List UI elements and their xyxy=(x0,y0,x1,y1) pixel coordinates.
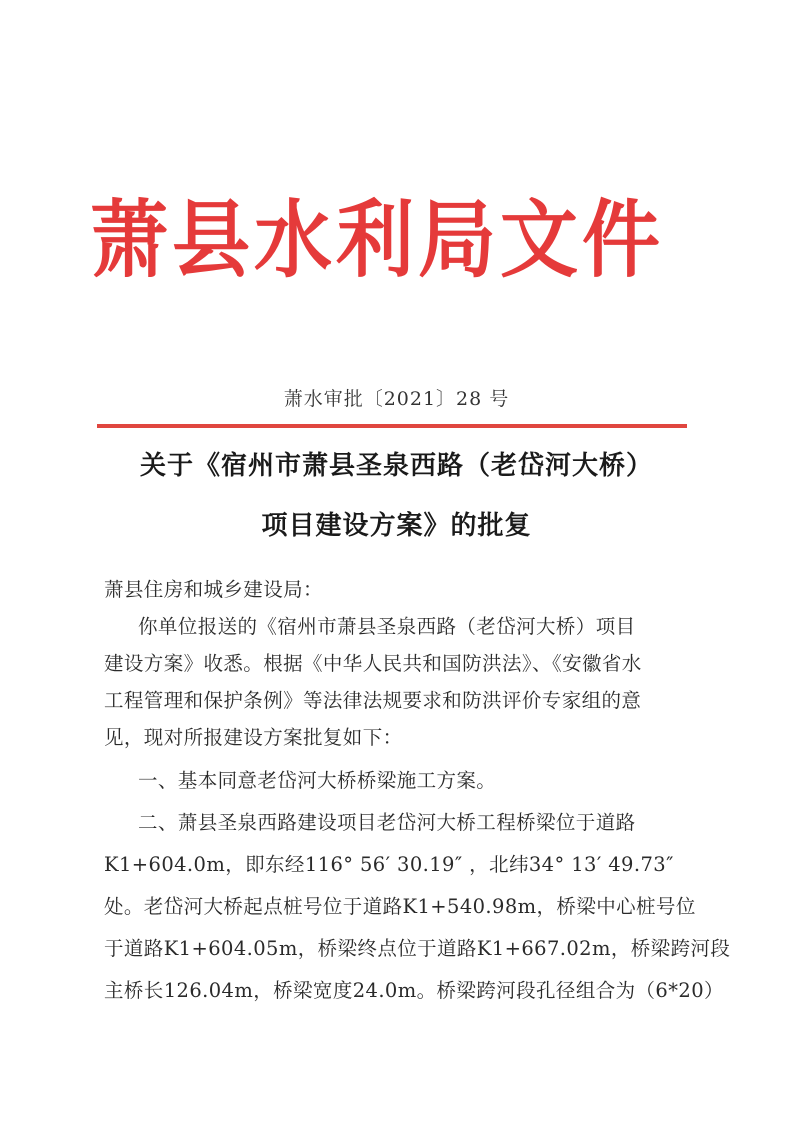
salutation: 萧县住房和城乡建设局： xyxy=(104,578,323,601)
body-line: 一、基本同意老岱河大桥桥梁施工方案。 xyxy=(138,769,497,792)
body-line: 建设方案》收悉。根据《中华人民共和国防洪法》、《安徽省水 xyxy=(104,652,642,675)
body-line: 二、萧县圣泉西路建设项目老岱河大桥工程桥梁位于道路 xyxy=(138,811,636,834)
document-org-header: 萧县水利局文件 xyxy=(90,191,665,290)
body-line: 见，现对所报建设方案批复如下： xyxy=(104,726,403,749)
document-title-line-1: 关于《宿州市萧县圣泉西路（老岱河大桥） xyxy=(139,451,653,481)
body-line: 你单位报送的《宿州市萧县圣泉西路（老岱河大桥）项目 xyxy=(138,615,636,638)
body-line: K1+604.0m，即东经116° 56′ 30.19″ ，北纬34° 13′ 49.73″ xyxy=(104,853,674,876)
body-line: 工程管理和保护条例》等法律法规要求和防洪评价专家组的意 xyxy=(104,689,642,712)
body-line: 处。老岱河大桥起点桩号位于道路K1+540.98m，桥梁中心桩号位 xyxy=(104,895,696,918)
body-line: 于道路K1+604.05m，桥梁终点位于道路K1+667.02m，桥梁跨河段 xyxy=(104,937,731,960)
body-line: 主桥长126.04m，桥梁宽度24.0m。桥梁跨河段孔径组合为（6*20） xyxy=(104,979,724,1002)
document-number: 萧水审批〔2021〕28 号 xyxy=(283,388,510,410)
red-divider-rule xyxy=(97,424,687,428)
document-title-line-2: 项目建设方案》的批复 xyxy=(261,511,532,541)
